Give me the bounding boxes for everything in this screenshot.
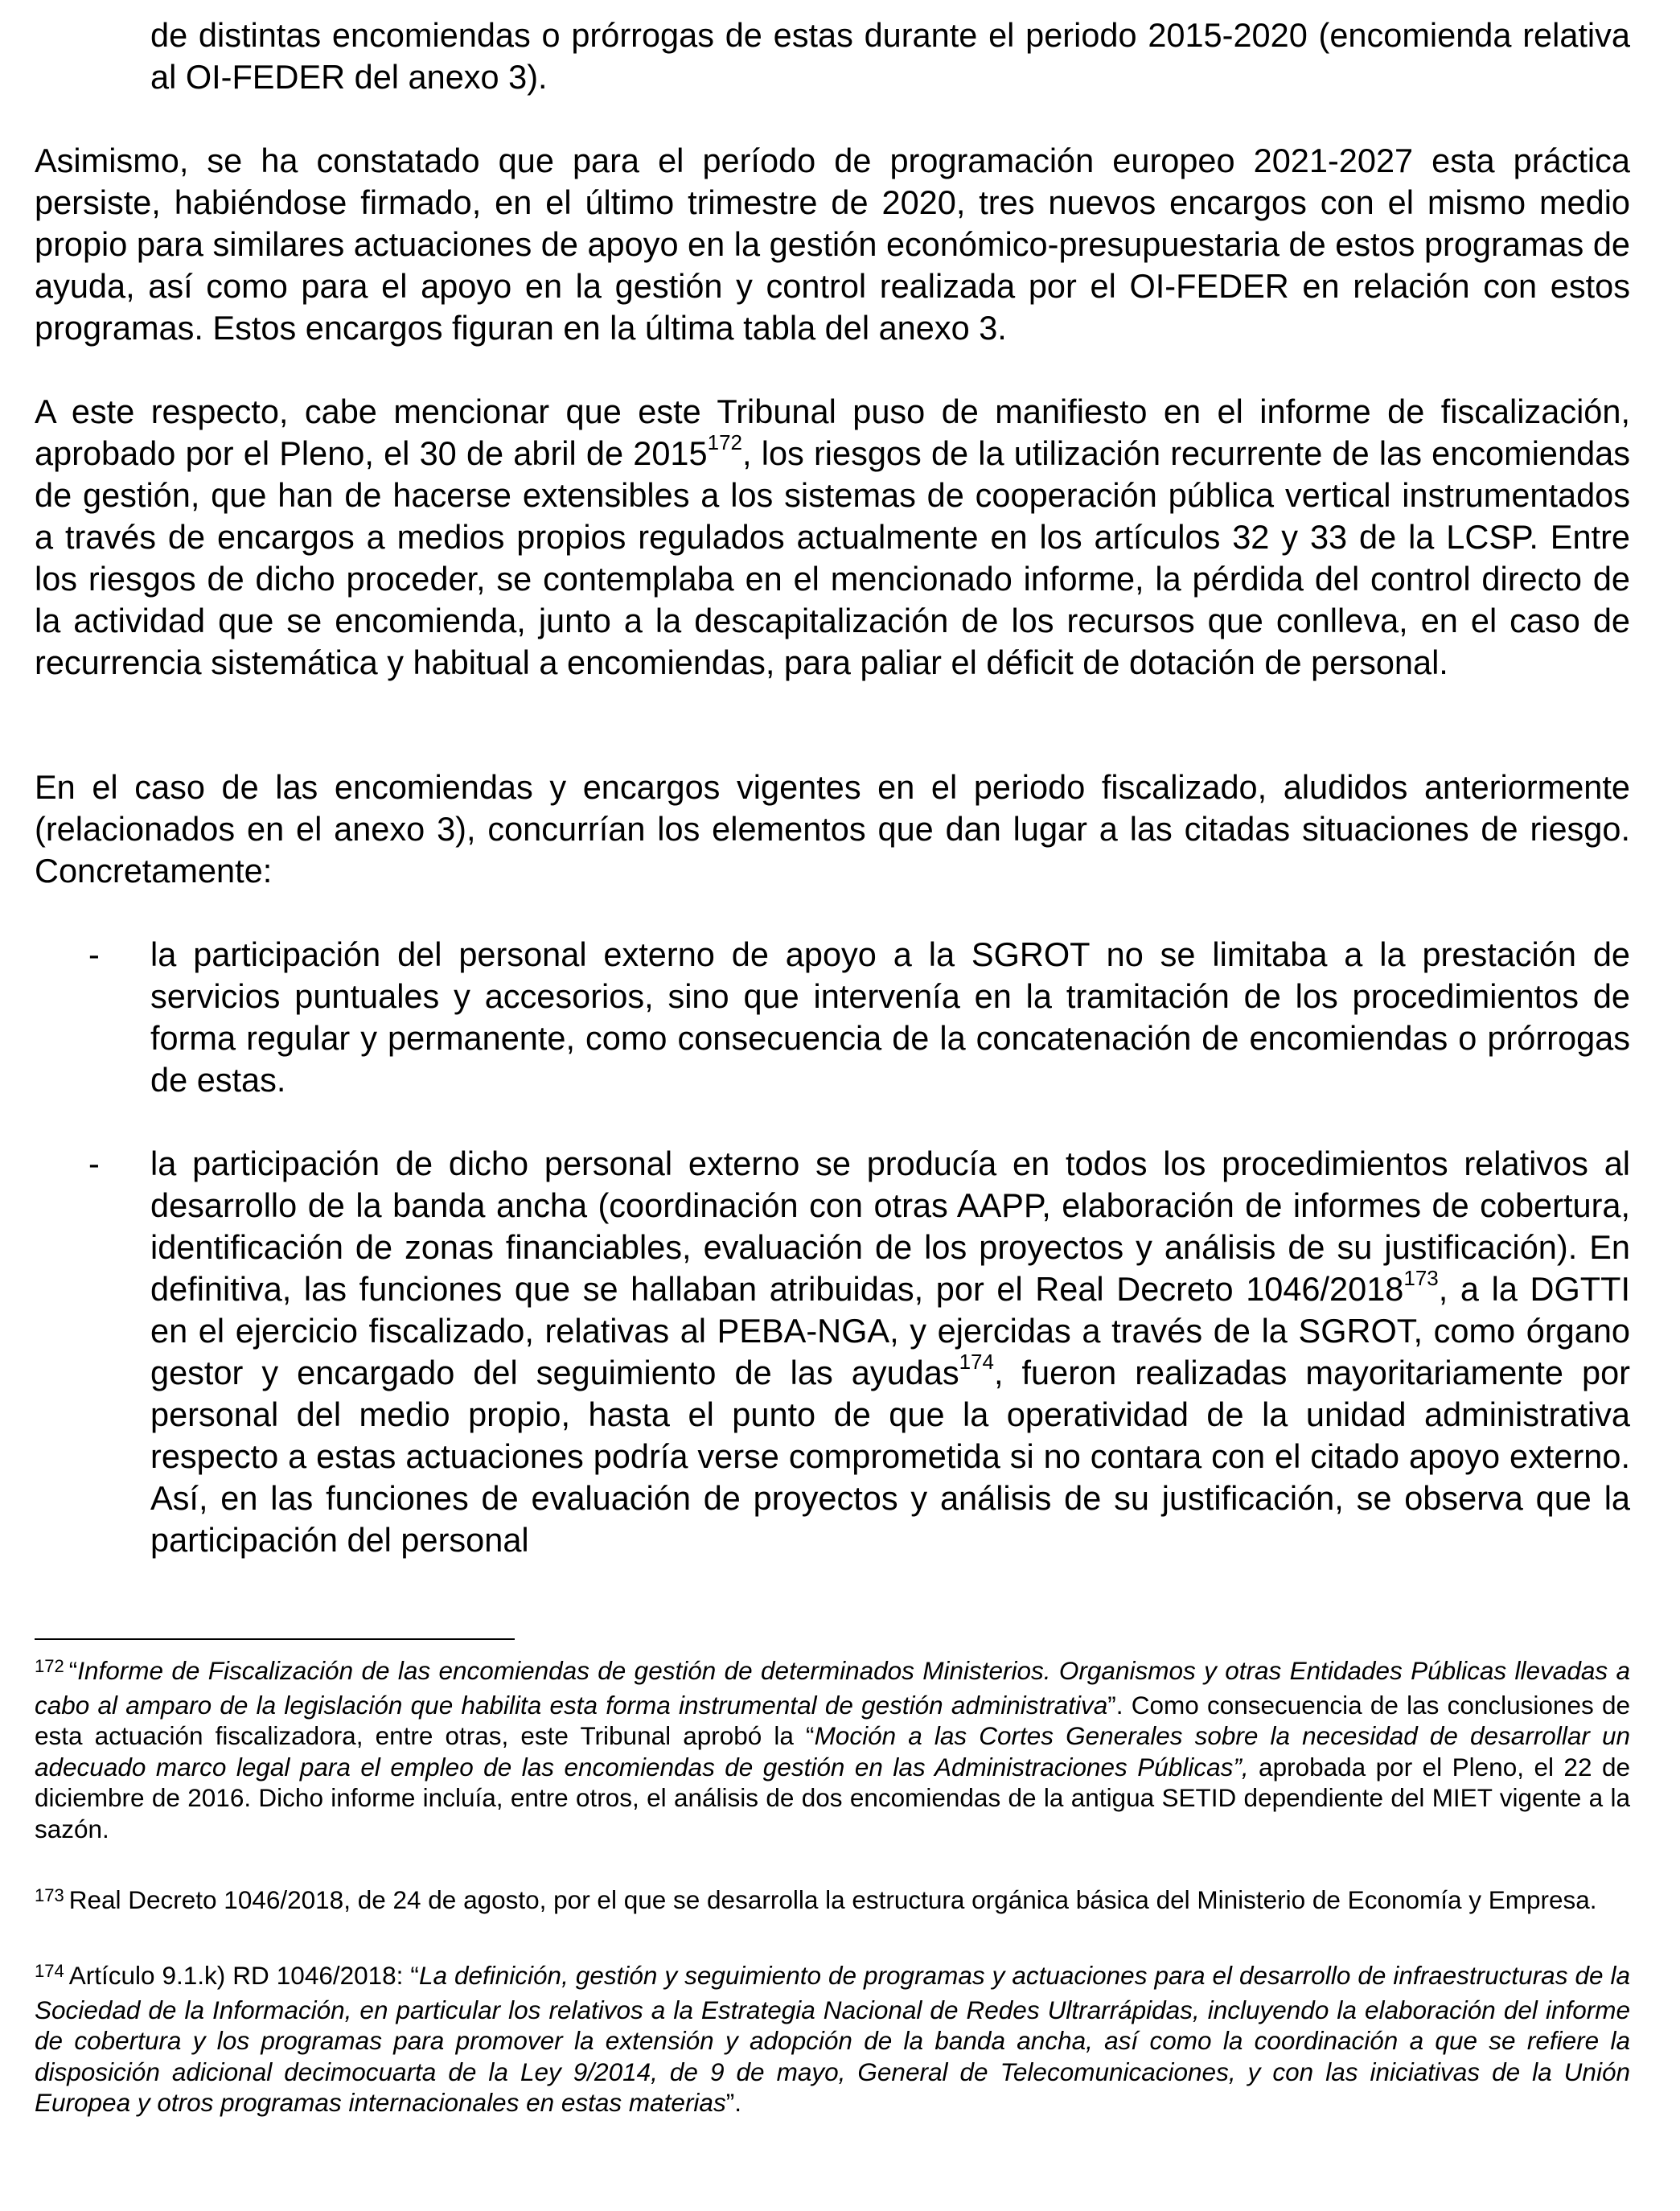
footnote-text: ”. [725,2088,741,2117]
paragraph-riesgos [35,391,1630,684]
paragraph-text: En el caso de las encomiendas y encargos vigentes en el periodo fiscalizado, aludidos anteriormente (relacionados en el anexo 3), concurrían los elementos que dan lugar a las citadas situaciones de riesgo. Concretamente: [35,768,1630,890]
paragraph-text: de distintas encomiendas o prórrogas de estas durante el periodo 2015-2020 (encomienda relativa al OI-FEDER del anexo 3). [150,16,1630,96]
footnote-italic-quote: La definición, gestión y seguimiento de programas y actuaciones para el desarrollo de infraestructuras de la Sociedad de la Información, en particular los relativos a la Estrategia Nacional de Redes Ultrarrápidas, incluyendo la elaboración del informe de cobertura y los programas para promover la extensión y adopción de la banda ancha, así como la coordinación a que se refiere la disposición adicional decimocuarta de la Ley 9/2014, de 9 de mayo, General de Telecomunicaciones, y con las iniciativas de la Unión Europea y otros programas internacionales en estas materias [35,1961,1631,2117]
paragraph-text: A este respecto, cabe mencionar que este Tribunal puso de manifiesto en el informe de fiscalización, aprobado por el Pleno, el 30 de abril de 2015 [35,392,1630,472]
footnote-italic-title: Moción a las Cortes Generales sobre la necesidad de desarrollar un adecuado marco legal para el empleo de las encomiendas de gestión en las Administraciones Públicas”, [35,1721,1630,1782]
bullet-text: la participación de dicho personal externo se producía en todos los procedimientos relativos al desarrollo de la banda ancha (coordinación con otras AAPP, elaboración de informes de cobertura, identificación de zonas financiables, evaluación de los proyectos y análisis de su justificación). En definitiva, las funciones que se hallaban atribuidas, por el Real Decreto 1046/2018 [150,1145,1630,1308]
footnote-separator [35,1638,515,1640]
bullet-marker: - [88,935,100,973]
bullet-marker: - [88,1145,100,1182]
footnote-172 [35,1655,1630,1844]
paragraph-continuation [150,14,1630,98]
bullet-text: , a la DGTTI en el ejercicio fiscalizado, relativas al PEBA-NGA, y ejercidas a través de la SGROT, como órgano gestor y encargado del seguimiento de las ayudas [150,1270,1631,1391]
footnote-text: “ [68,1656,78,1685]
footnote-text: Artículo 9.1.k) RD 1046/2018: “ [68,1961,419,1990]
footnote-number: 173 [35,1885,64,1905]
bullet-text: , fueron realizadas mayoritariamente por personal del medio propio, hasta el punto de que la operatividad de la unidad administrativa respecto a estas actuaciones podría verse comprometida si no contara con el citado apoyo externo. Así, en las funciones de evaluación de proyectos y análisis de su justificación, se observa que la participación del personal [150,1354,1630,1559]
footnote-ref-174[interactable]: 174 [959,1350,994,1375]
footnote-italic-title: Informe de Fiscalización de las encomiendas de gestión de determinados Ministerios. Organismos y otras Entidades Públicas llevadas a cabo al amparo de la legislación que habilita esta forma instrumental de gestión administrativa [35,1656,1630,1720]
footnote-173 [35,1884,1630,1919]
paragraph-asimismo [35,140,1630,349]
bullet-item-2 [150,1143,1630,1561]
footnote-text: Real Decreto 1046/2018, de 24 de agosto, por el que se desarrolla la estructura orgánica básica del Ministerio de Economía y Empresa. [68,1885,1597,1914]
footnote-ref-173[interactable]: 173 [1403,1266,1439,1291]
footnote-ref-172[interactable]: 172 [707,430,742,455]
footnote-text: aprobada por el Pleno, el 22 de diciembre de 2016. Dicho informe incluía, entre otros, el análisis de dos encomiendas de la antigua SETID dependiente del MIET vigente a la sazón. [35,1752,1630,1843]
bullet-item-1 [150,934,1630,1101]
paragraph-text: Asimismo, se ha constatado que para el período de programación europeo 2021-2027 esta práctica persiste, habiéndose firmado, en el último trimestre de 2020, tres nuevos encargos con el mismo medio propio para similares actuaciones de apoyo en la gestión económico-presupuestaria de estos programas de ayuda, así como para el apoyo en la gestión y control realizada por el OI-FEDER en relación con estos programas. Estos encargos figuran en la última tabla del anexo 3. [35,142,1630,347]
paragraph-text: , los riesgos de la utilización recurrente de las encomiendas de gestión, que han de hacerse extensibles a los sistemas de cooperación pública vertical instrumentados a través de encargos a medios propios regulados actualmente en los artículos 32 y 33 de la LCSP. Entre los riesgos de dicho proceder, se contemplaba en el mencionado informe, la pérdida del control directo de la actividad que se encomienda, junto a la descapitalización de los recursos que conlleva, en el caso de recurrencia sistemática y habitual a encomiendas, para paliar el déficit de dotación de personal. [35,434,1630,681]
footnote-number: 174 [35,1961,64,1981]
paragraph-encomiendas [35,766,1630,892]
footnote-number: 172 [35,1656,64,1676]
bullet-text: la participación del personal externo de apoyo a la SGROT no se limitaba a la prestación de servicios puntuales y accesorios, sino que intervenía en la tramitación de los procedimientos de forma regular y permanente, como consecuencia de la concatenación de encomiendas o prórrogas de estas. [150,935,1630,1099]
footnote-174 [35,1960,1630,2119]
footnote-text: ”. Como consecuencia de las conclusiones de esta actuación fiscalizadora, entre otras, este Tribunal aprobó la “ [35,1690,1630,1750]
